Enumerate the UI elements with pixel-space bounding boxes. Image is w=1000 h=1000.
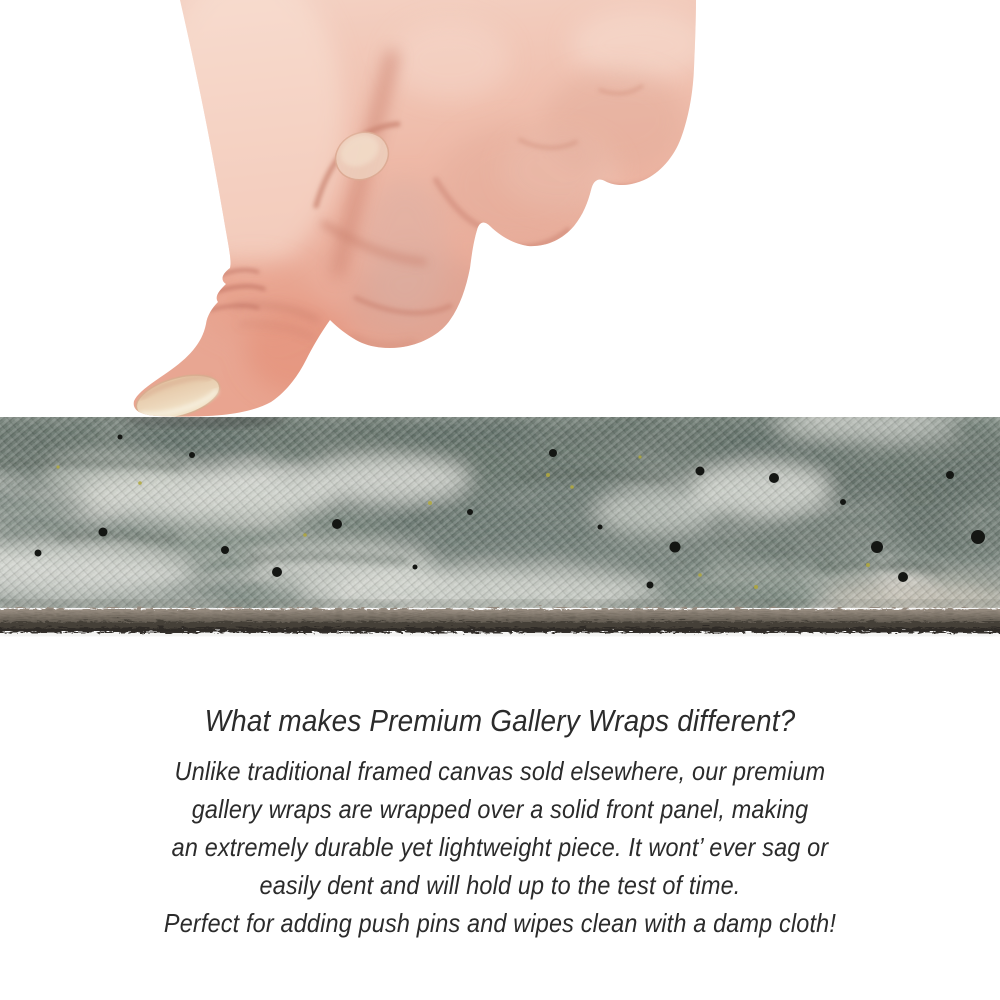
canvas-bottom-edge — [0, 607, 1000, 631]
info-line-4: easily dent and will hold up to the test of time. — [259, 870, 741, 900]
info-text-block — [50, 700, 950, 942]
info-line-2: gallery wraps are wrapped over a solid front panel, making — [191, 794, 809, 824]
canvas-edge-strip — [0, 417, 1000, 641]
info-line-5: Perfect for adding push pins and wipes clean with a damp cloth! — [163, 908, 837, 938]
hand-illustration — [0, 0, 1000, 425]
info-line-1: Unlike traditional framed canvas sold elsewhere, our premium — [174, 756, 826, 786]
info-line-3: an extremely durable yet lightweight piece. It wont’ ever sag or — [171, 832, 829, 862]
info-heading: What makes Premium Gallery Wraps different? — [204, 703, 796, 738]
edge-soft-shadow — [0, 632, 1000, 636]
hand-photo — [0, 0, 1000, 425]
canvas-texture — [0, 417, 1000, 641]
